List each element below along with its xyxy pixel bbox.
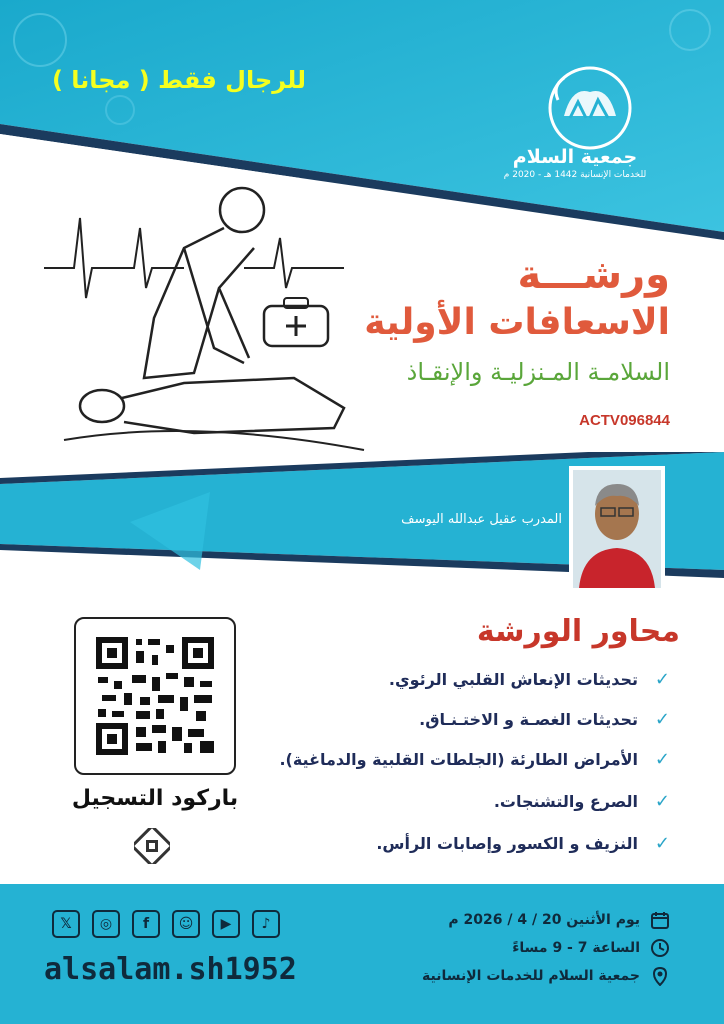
check-icon: ✓ — [654, 790, 670, 812]
workshop-title: ورشـــة — [517, 252, 670, 298]
trainer-name: المدرب عقيل عبدالله اليوسف — [401, 512, 562, 527]
check-icon: ✓ — [654, 668, 670, 690]
snapchat-icon[interactable]: ☺ — [172, 910, 200, 938]
event-time: الساعة 7 - 9 مساءً — [400, 938, 670, 958]
org-subtitle: للخدمات الإنسانية 1442 هـ - 2020 م — [503, 170, 647, 180]
social-handle[interactable]: alsalam.sh1952 — [44, 952, 297, 987]
location-pin-icon — [650, 966, 670, 986]
trainer-photo — [569, 466, 665, 592]
topic-item: ✓ النزيف و الكسور وإصابات الرأس. — [376, 832, 670, 854]
clock-icon — [650, 938, 670, 958]
facebook-icon[interactable]: f — [132, 910, 160, 938]
org-logo — [538, 56, 642, 160]
tiktok-icon[interactable]: ♪ — [252, 910, 280, 938]
org-name: جمعية السلام — [512, 146, 638, 168]
kufic-emblem — [134, 828, 170, 864]
topics-heading: محاور الورشة — [476, 614, 680, 649]
topic-item: ✓ تحديثات الإنعاش القلبي الرئوي. — [388, 668, 670, 690]
topic-item: ✓ الصرع والتشنجات. — [493, 790, 670, 812]
workshop-subtitle: السلامـة المـنزليـة والإنقـاذ — [406, 358, 670, 386]
event-location: جمعية السلام للخدمات الإنسانية — [400, 966, 670, 986]
workshop-topic: الاسعافات الأولية — [364, 302, 670, 343]
topic-item: ✓ الأمراض الطارئة (الجلطات القلبية والدماغية). — [279, 748, 670, 770]
audience-note: للرجال فقط ( مجانا ) — [51, 66, 307, 94]
qr-label: باركود التسجيل — [71, 786, 239, 811]
registration-qr-code[interactable] — [74, 617, 236, 775]
activity-code: ACTV096844 — [579, 412, 670, 429]
check-icon: ✓ — [654, 832, 670, 854]
check-icon: ✓ — [654, 748, 670, 770]
check-icon: ✓ — [654, 708, 670, 730]
instagram-icon[interactable]: ◎ — [92, 910, 120, 938]
event-date: يوم الأثنين 20 / 4 / 2026 م — [400, 910, 670, 930]
social-links — [52, 910, 280, 938]
calendar-icon — [650, 910, 670, 930]
topic-item: ✓ تحديثات الغصـة و الاختـنـاق. — [419, 708, 670, 730]
x-icon[interactable]: 𝕏 — [52, 910, 80, 938]
youtube-icon[interactable]: ▶ — [212, 910, 240, 938]
